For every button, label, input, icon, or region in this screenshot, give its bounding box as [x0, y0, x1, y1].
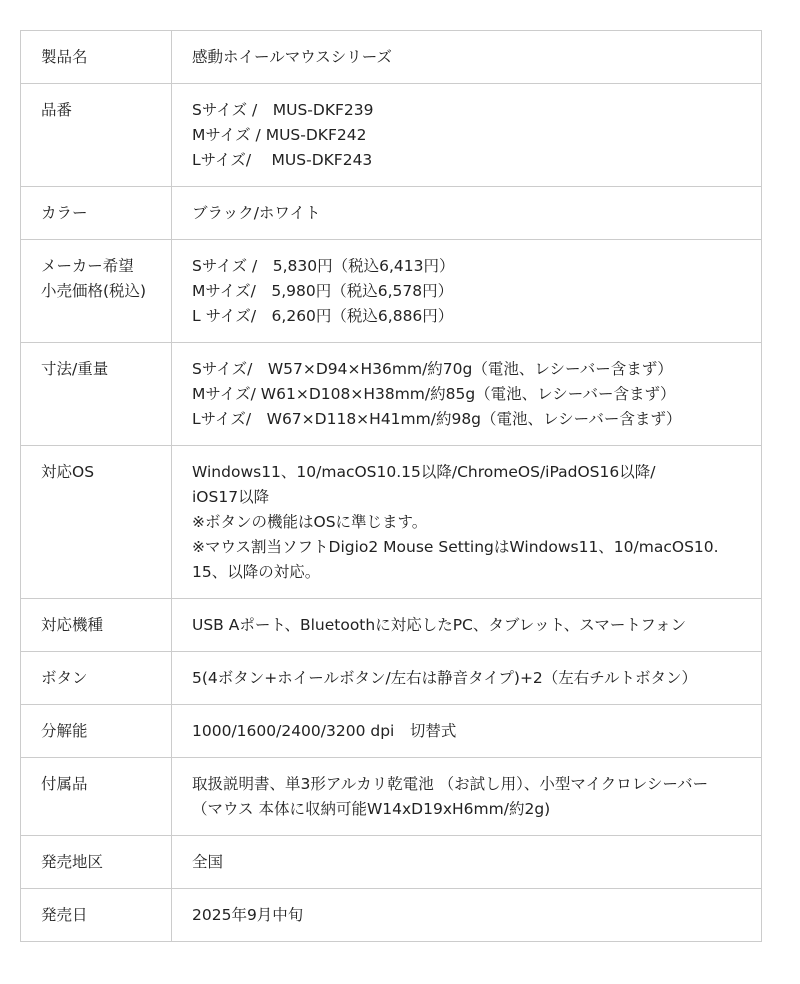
spec-value-cell: [172, 84, 762, 187]
spec-value-line: L サイズ/ 6,260円（税込6,886円）: [192, 307, 454, 325]
product-spec-table: [20, 30, 762, 942]
spec-label-cell: [21, 836, 172, 889]
spec-value-cell: [172, 343, 762, 446]
spec-label: 分解能: [41, 722, 88, 740]
spec-value-cell: [172, 31, 762, 84]
spec-label-cell: [21, 446, 172, 599]
spec-label-cell: [21, 705, 172, 758]
spec-label-cell: [21, 599, 172, 652]
spec-value-line: Sサイズ / 5,830円（税込6,413円）: [192, 257, 455, 275]
spec-label: 付属品: [41, 775, 88, 793]
spec-value-line: Windows11、10/macOS10.15以降/ChromeOS/iPadOS16以降/: [192, 463, 656, 481]
spec-label: 発売日: [41, 906, 88, 924]
spec-label: 寸法/重量: [41, 360, 109, 378]
spec-label-cell: [21, 84, 172, 187]
spec-value-line: Sサイズ / MUS-DKF239: [192, 101, 374, 119]
spec-value-line: Lサイズ/ W67×D118×H41mm/約98g（電池、レシーバー含まず）: [192, 410, 682, 428]
spec-row-color: [21, 187, 762, 240]
spec-value-line: USB Aポート、Bluetoothに対応したPC、タブレット、スマートフォン: [192, 616, 687, 634]
spec-value-line: 全国: [192, 853, 224, 871]
spec-value-line: ※マウス割当ソフトDigio2 Mouse SettingはWindows11、10/macOS10.: [192, 538, 719, 556]
spec-value-line: ※ボタンの機能はOSに準じます。: [192, 513, 428, 531]
spec-value-cell: [172, 652, 762, 705]
spec-value-cell: [172, 187, 762, 240]
spec-value-line: 5(4ボタン+ホイールボタン/左右は静音タイプ)+2（左右チルトボタン）: [192, 669, 698, 687]
spec-label: 発売地区: [41, 853, 104, 871]
spec-value-line: Mサイズ / MUS-DKF242: [192, 126, 367, 144]
spec-row-compatible-devices: [21, 599, 762, 652]
spec-value-cell: [172, 240, 762, 343]
spec-label: 対応機種: [41, 616, 104, 634]
spec-value-line: Sサイズ/ W57×D94×H36mm/約70g（電池、レシーバー含まず）: [192, 360, 673, 378]
spec-label: カラー: [41, 204, 88, 222]
spec-label: ボタン: [41, 669, 88, 687]
spec-row-product-name: [21, 31, 762, 84]
spec-value-line: Mサイズ/ W61×D108×H38mm/約85g（電池、レシーバー含まず）: [192, 385, 676, 403]
spec-value-line: （マウス 本体に収納可能W14xD19xH6mm/約2g): [192, 800, 551, 818]
spec-value-line: 2025年9月中旬: [192, 906, 304, 924]
spec-value-cell: [172, 705, 762, 758]
spec-value-line: 取扱説明書、単3形アルカリ乾電池 （お試し用）、小型マイクロレシーバー: [192, 775, 709, 793]
spec-label-cell: [21, 889, 172, 942]
spec-value-cell: [172, 758, 762, 836]
spec-value-cell: [172, 889, 762, 942]
spec-row-release-date: [21, 889, 762, 942]
spec-row-buttons: [21, 652, 762, 705]
spec-value-line: 感動ホイールマウスシリーズ: [192, 48, 392, 66]
spec-value-cell: [172, 836, 762, 889]
spec-row-sales-region: [21, 836, 762, 889]
spec-value-cell: [172, 446, 762, 599]
spec-row-accessories: [21, 758, 762, 836]
spec-value-line: 15、以降の対応。: [192, 563, 321, 581]
spec-label-cell: [21, 31, 172, 84]
spec-row-dimensions-weight: [21, 343, 762, 446]
spec-label: 対応OS: [41, 463, 95, 481]
spec-row-price: [21, 240, 762, 343]
spec-value-line: 1000/1600/2400/3200 dpi 切替式: [192, 722, 457, 740]
spec-value-line: ブラック/ホワイト: [192, 204, 321, 222]
spec-label-cell: [21, 240, 172, 343]
spec-value-line: Mサイズ/ 5,980円（税込6,578円）: [192, 282, 454, 300]
spec-label: 製品名: [41, 48, 88, 66]
spec-value-line: iOS17以降: [192, 488, 270, 506]
spec-row-resolution: [21, 705, 762, 758]
spec-label-cell: [21, 758, 172, 836]
spec-row-model-number: [21, 84, 762, 187]
spec-value-line: Lサイズ/ MUS-DKF243: [192, 151, 373, 169]
spec-label-cell: [21, 343, 172, 446]
spec-label: 品番: [41, 101, 73, 119]
spec-row-supported-os: [21, 446, 762, 599]
spec-label-cell: [21, 187, 172, 240]
spec-label: 小売価格(税込): [41, 282, 147, 300]
spec-label-cell: [21, 652, 172, 705]
spec-value-cell: [172, 599, 762, 652]
spec-label: メーカー希望: [41, 257, 134, 275]
